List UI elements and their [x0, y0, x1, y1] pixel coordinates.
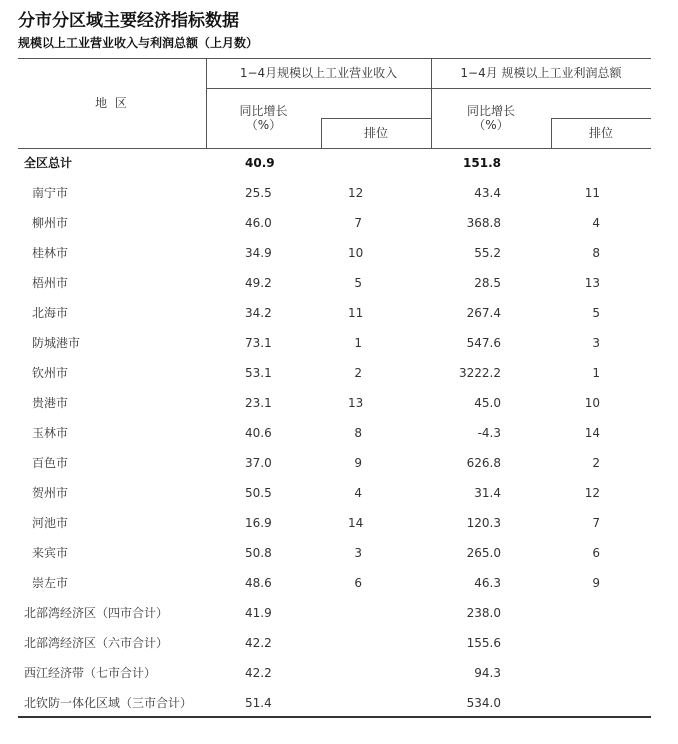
profit-growth: 43.4 — [474, 186, 501, 200]
page-subtitle: 规模以上工业营业收入与利润总额（上月数） — [18, 36, 259, 50]
region-name: 南宁市 — [32, 186, 69, 200]
region-name: 钦州市 — [32, 366, 69, 380]
revenue-rank: 13 — [348, 396, 364, 410]
region-name: 北钦防一体化区域（三市合计） — [24, 696, 193, 710]
profit-growth: 45.0 — [474, 396, 501, 410]
profit-growth: 155.6 — [466, 636, 501, 650]
profit-rank: 10 — [584, 396, 600, 410]
revenue-growth: 50.5 — [245, 486, 272, 500]
revenue-rank: 4 — [354, 486, 362, 500]
profit-growth: 55.2 — [474, 246, 501, 260]
profit-rank: 1 — [592, 366, 600, 380]
header-rank-rule — [321, 118, 431, 119]
revenue-rank: 5 — [354, 276, 362, 290]
profit-growth: 28.5 — [474, 276, 501, 290]
header-growth-label: 同比增长 — [466, 104, 515, 118]
header-growth-profit — [431, 104, 551, 132]
region-name: 防城港市 — [32, 336, 81, 350]
revenue-growth: 48.6 — [245, 576, 272, 590]
table-body — [18, 148, 651, 718]
region-name: 桂林市 — [32, 246, 69, 260]
table-row — [18, 628, 651, 658]
region-name: 河池市 — [32, 516, 69, 530]
table-row — [18, 298, 651, 328]
revenue-rank: 1 — [354, 336, 362, 350]
profit-growth: 267.4 — [466, 306, 501, 320]
revenue-rank: 7 — [354, 216, 362, 230]
revenue-growth: 53.1 — [245, 366, 272, 380]
profit-rank: 9 — [592, 576, 600, 590]
table-row — [18, 238, 651, 268]
region-name: 北部湾经济区（六市合计） — [24, 636, 169, 650]
profit-growth: 151.8 — [463, 156, 501, 170]
revenue-growth: 16.9 — [245, 516, 272, 530]
profit-growth: 626.8 — [466, 456, 501, 470]
profit-growth: 94.3 — [474, 666, 501, 680]
profit-growth: 238.0 — [466, 606, 501, 620]
header-group-revenue: 1−4月规模以上工业营业收入 — [239, 66, 398, 80]
profit-rank: 12 — [584, 486, 600, 500]
header-rank-rule-2 — [551, 118, 651, 119]
region-name: 梧州市 — [32, 276, 69, 290]
table-row — [18, 658, 651, 688]
table-row — [18, 358, 651, 388]
header-growth-revenue — [206, 104, 321, 132]
region-name: 崇左市 — [32, 576, 69, 590]
region-name: 来宾市 — [32, 546, 69, 560]
profit-growth: 368.8 — [466, 216, 501, 230]
revenue-growth: 46.0 — [245, 216, 272, 230]
table-row — [18, 538, 651, 568]
header-group-profit: 1−4月 规模以上工业利润总额 — [460, 66, 622, 80]
revenue-rank: 2 — [354, 366, 362, 380]
revenue-growth: 40.9 — [245, 156, 275, 170]
profit-growth: 265.0 — [466, 546, 501, 560]
profit-growth: 46.3 — [474, 576, 501, 590]
revenue-growth: 42.2 — [245, 666, 272, 680]
region-name: 北海市 — [32, 306, 69, 320]
profit-growth: 3222.2 — [459, 366, 501, 380]
profit-growth: 120.3 — [466, 516, 501, 530]
region-name: 西江经济带（七市合计） — [24, 666, 157, 680]
table-row — [18, 208, 651, 238]
revenue-rank: 3 — [354, 546, 362, 560]
region-name: 贺州市 — [32, 486, 69, 500]
revenue-growth: 40.6 — [245, 426, 272, 440]
profit-rank: 6 — [592, 546, 600, 560]
revenue-growth: 51.4 — [245, 696, 272, 710]
revenue-growth: 49.2 — [245, 276, 272, 290]
revenue-growth: 34.2 — [245, 306, 272, 320]
revenue-growth: 34.9 — [245, 246, 272, 260]
region-name: 北部湾经济区（四市合计） — [24, 606, 169, 620]
revenue-rank: 11 — [348, 306, 364, 320]
profit-rank: 3 — [592, 336, 600, 350]
table-row — [18, 598, 651, 628]
profit-rank: 8 — [592, 246, 600, 260]
table-row — [18, 178, 651, 208]
revenue-growth: 42.2 — [245, 636, 272, 650]
header-group-rule — [206, 88, 651, 89]
region-name: 百色市 — [32, 456, 69, 470]
header-rank-revenue: 排位 — [363, 126, 388, 140]
table-row — [18, 388, 651, 418]
revenue-growth: 23.1 — [245, 396, 272, 410]
table-row — [18, 568, 651, 598]
table-row — [18, 448, 651, 478]
table-row — [18, 268, 651, 298]
region-name: 贵港市 — [32, 396, 69, 410]
header-growth-label: 同比增长 — [239, 104, 288, 118]
table-top-rule — [18, 58, 651, 59]
region-name: 玉林市 — [32, 426, 69, 440]
header-region: 地 区 — [95, 96, 129, 110]
profit-rank: 5 — [592, 306, 600, 320]
profit-growth: 547.6 — [466, 336, 501, 350]
revenue-growth: 73.1 — [245, 336, 272, 350]
table-row — [18, 478, 651, 508]
revenue-rank: 9 — [354, 456, 362, 470]
header-growth-unit: （%） — [245, 118, 282, 132]
revenue-growth: 50.8 — [245, 546, 272, 560]
revenue-growth: 25.5 — [245, 186, 272, 200]
profit-rank: 13 — [584, 276, 600, 290]
profit-growth: -4.3 — [477, 426, 501, 440]
header-rank-profit: 排位 — [588, 126, 613, 140]
table-row — [18, 418, 651, 448]
revenue-rank: 6 — [354, 576, 362, 590]
region-name: 柳州市 — [32, 216, 69, 230]
profit-growth: 31.4 — [474, 486, 501, 500]
profit-rank: 11 — [584, 186, 600, 200]
profit-rank: 4 — [592, 216, 600, 230]
table-row — [18, 148, 651, 178]
profit-rank: 14 — [584, 426, 600, 440]
profit-rank: 7 — [592, 516, 600, 530]
profit-rank: 2 — [592, 456, 600, 470]
profit-growth: 534.0 — [466, 696, 501, 710]
table-row — [18, 508, 651, 538]
revenue-rank: 8 — [354, 426, 362, 440]
revenue-growth: 37.0 — [245, 456, 272, 470]
revenue-rank: 10 — [348, 246, 364, 260]
region-name: 全区总计 — [24, 156, 73, 170]
revenue-rank: 14 — [348, 516, 364, 530]
table-row — [18, 328, 651, 358]
table-row — [18, 688, 651, 718]
page-title: 分市分区域主要经济指标数据 — [18, 11, 239, 31]
revenue-rank: 12 — [348, 186, 364, 200]
header-growth-unit: （%） — [473, 118, 509, 132]
revenue-growth: 41.9 — [245, 606, 272, 620]
